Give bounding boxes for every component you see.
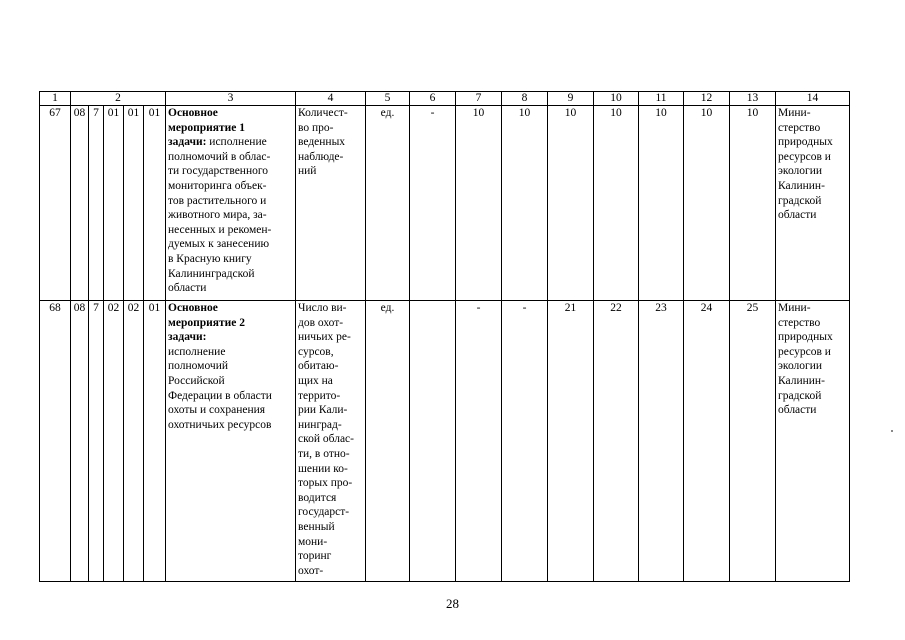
- value-cell: -: [456, 301, 502, 582]
- indicator-cell: Количест- во про- веденных наблюде- ний: [296, 106, 366, 301]
- code-cell: 08: [71, 301, 89, 582]
- header-row: [40, 92, 850, 106]
- activity-title: Основное мероприятие 2 задачи:: [168, 302, 245, 344]
- activity-text: исполнение полномочий Российской Федерации в области охоты и сохранения охотничьих ресурсов: [168, 345, 272, 431]
- activity-title: Основное мероприятие 1 задачи:: [168, 107, 245, 149]
- header-cell: 4: [296, 92, 366, 106]
- header-cell: 7: [456, 92, 502, 106]
- value-cell: 10: [639, 106, 684, 301]
- table-row: [40, 106, 850, 301]
- code-cell: 02: [104, 301, 124, 582]
- activity-text: исполнение полномочий в облас- ти государственного мониторинга объек- тов растительного и животного мира, за- несенных и рекомен- дуемых к занесению в Красную книгу Калининградской области: [168, 136, 272, 295]
- value-cell: 25: [730, 301, 776, 582]
- code-cell: 01: [144, 301, 166, 582]
- scan-speck: [891, 430, 893, 432]
- value-cell: -: [410, 106, 456, 301]
- value-cell: 24: [684, 301, 730, 582]
- activity-description: [166, 106, 296, 301]
- value-cell: 10: [548, 106, 594, 301]
- value-cell: 10: [730, 106, 776, 301]
- row-number: 68: [40, 301, 71, 582]
- header-cell: 8: [502, 92, 548, 106]
- header-cell: 5: [366, 92, 410, 106]
- header-cell: 14: [776, 92, 850, 106]
- header-cell: 3: [166, 92, 296, 106]
- unit-cell: ед.: [366, 106, 410, 301]
- header-cell: 13: [730, 92, 776, 106]
- code-cell: 02: [124, 301, 144, 582]
- value-cell: -: [502, 301, 548, 582]
- header-cell: 11: [639, 92, 684, 106]
- page-number: 28: [446, 596, 459, 611]
- value-cell: 10: [502, 106, 548, 301]
- value-cell: 10: [456, 106, 502, 301]
- header-cell: 9: [548, 92, 594, 106]
- code-cell: 01: [104, 106, 124, 301]
- unit-cell: ед.: [366, 301, 410, 582]
- row-number: 67: [40, 106, 71, 301]
- header-cell: 12: [684, 92, 730, 106]
- table-row: [40, 301, 850, 582]
- value-cell: [410, 301, 456, 582]
- value-cell: 10: [594, 106, 639, 301]
- value-cell: 10: [684, 106, 730, 301]
- code-cell: 01: [144, 106, 166, 301]
- code-cell: 7: [89, 301, 104, 582]
- value-cell: 23: [639, 301, 684, 582]
- header-cell: 1: [40, 92, 71, 106]
- header-cell: 2: [71, 92, 166, 106]
- value-cell: 21: [548, 301, 594, 582]
- code-cell: 01: [124, 106, 144, 301]
- activity-description: [166, 301, 296, 582]
- header-cell: 6: [410, 92, 456, 106]
- indicator-cell: Число ви- дов охот- ничьих ре- сурсов, обитаю- щих на террито- рии Кали- нинград- ской облас- ти, в отно- шении ко- торых про- водится государст- венный мони- торинг охот-: [296, 301, 366, 582]
- executor-cell: Мини- стерство природных ресурсов и экологии Калинин- градской области: [776, 106, 850, 301]
- code-cell: 7: [89, 106, 104, 301]
- activities-table: [39, 91, 850, 582]
- value-cell: 22: [594, 301, 639, 582]
- header-cell: 10: [594, 92, 639, 106]
- code-cell: 08: [71, 106, 89, 301]
- executor-cell: Мини- стерство природных ресурсов и экологии Калинин- градской области: [776, 301, 850, 582]
